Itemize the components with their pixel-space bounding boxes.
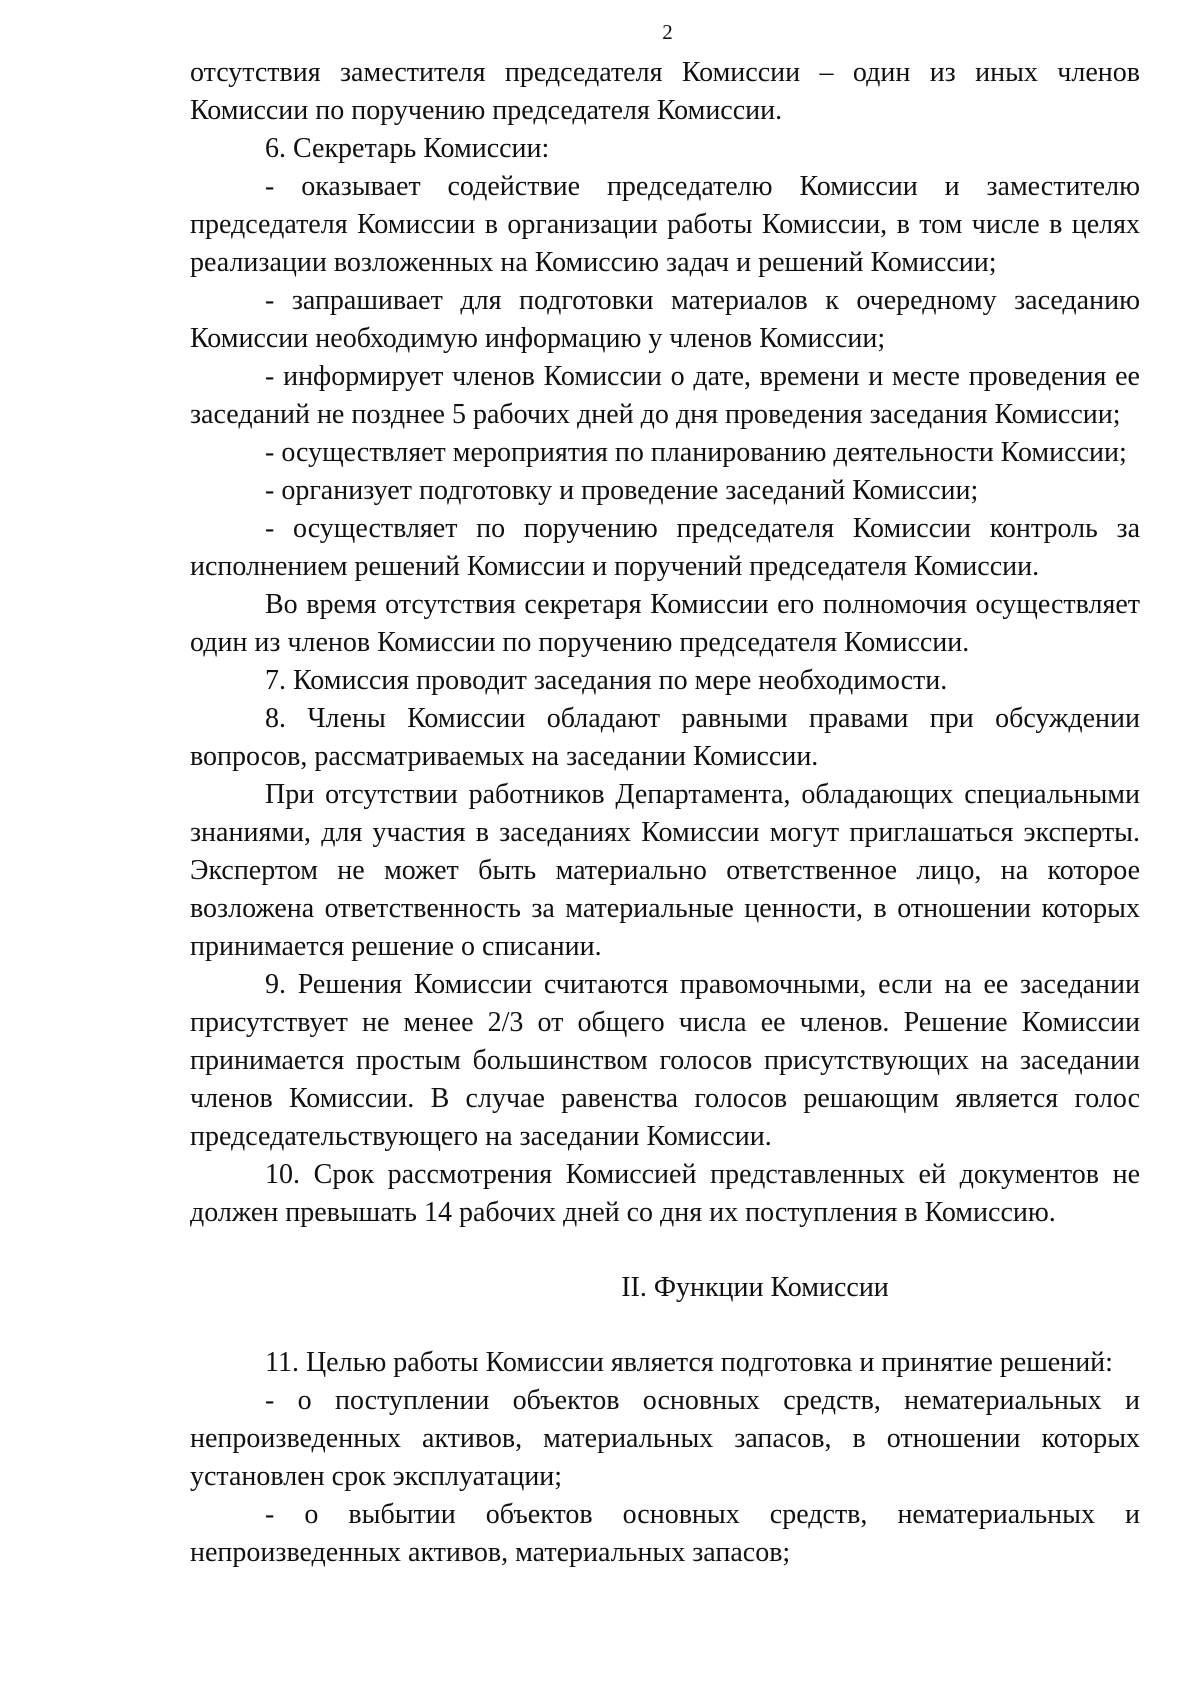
paragraph-item-7: 7. Комиссия проводит заседания по мере необходимости. [265, 665, 948, 696]
paragraph-secretary-duty: - осуществляет мероприятия по планированию деятельности Комиссии; [265, 437, 1127, 468]
paragraph-secretary-duty: - осуществляет по поручению председателя Комиссии контроль за исполнением решений Комиссии и поручений председателя Комиссии. [190, 513, 1140, 582]
page-number: 2 [662, 20, 673, 44]
section-heading: II. Функции Комиссии [621, 1272, 889, 1303]
paragraph-experts: При отсутствии работников Департамента, обладающих специальными знаниями, для участия в заседаниях Комиссии могут приглашаться эксперты. Экспертом не может быть материально ответственное лицо, на которое возложена ответственность за материальные ценности, в отношении которых принимается решение о списании. [190, 779, 1140, 962]
paragraph-decision-item: - о поступлении объектов основных средств, нематериальных и непроизведенных активов, материальных запасов, в отношении которых установлен срок эксплуатации; [190, 1385, 1140, 1492]
paragraph-secretary-duty: - информирует членов Комиссии о дате, времени и месте проведения ее заседаний не позднее 5 рабочих дней до дня проведения заседания Комиссии; [190, 361, 1140, 430]
paragraph-continuation: отсутствия заместителя председателя Комиссии – один из иных членов Комиссии по поручению председателя Комиссии. [190, 57, 1140, 126]
paragraph-decision-item: - о выбытии объектов основных средств, нематериальных и непроизведенных активов, материальных запасов; [190, 1499, 1140, 1568]
paragraph-item-9: 9. Решения Комиссии считаются правомочными, если на ее заседании присутствует не менее 2/3 от общего числа ее членов. Решение Комиссии принимается простым большинством голосов присутствующих на заседании членов Комиссии. В случае равенства голосов решающим является голос председательствующего на заседании Комиссии. [190, 969, 1140, 1152]
paragraph-secretary-duty: - запрашивает для подготовки материалов к очередному заседанию Комиссии необходимую информацию у членов Комиссии; [190, 285, 1140, 354]
document-body [190, 54, 1140, 1572]
paragraph-item-6: 6. Секретарь Комиссии: [265, 133, 550, 164]
paragraph-item-10: 10. Срок рассмотрения Комиссией представленных ей документов не должен превышать 14 рабочих дней со дня их поступления в Комиссию. [190, 1159, 1140, 1228]
paragraph-secretary-duty: - оказывает содействие председателю Комиссии и заместителю председателя Комиссии в организации работы Комиссии, в том числе в целях реализации возложенных на Комиссию задач и решений Комиссии; [190, 171, 1140, 278]
paragraph-item-8: 8. Члены Комиссии обладают равными правами при обсуждении вопросов, рассматриваемых на заседании Комиссии. [190, 703, 1140, 772]
paragraph-secretary-duty: - организует подготовку и проведение заседаний Комиссии; [265, 475, 979, 506]
paragraph-item-11: 11. Целью работы Комиссии является подготовка и принятие решений: [265, 1347, 1113, 1378]
paragraph-secretary-absence: Во время отсутствия секретаря Комиссии его полномочия осуществляет один из членов Комиссии по поручению председателя Комиссии. [190, 589, 1140, 658]
